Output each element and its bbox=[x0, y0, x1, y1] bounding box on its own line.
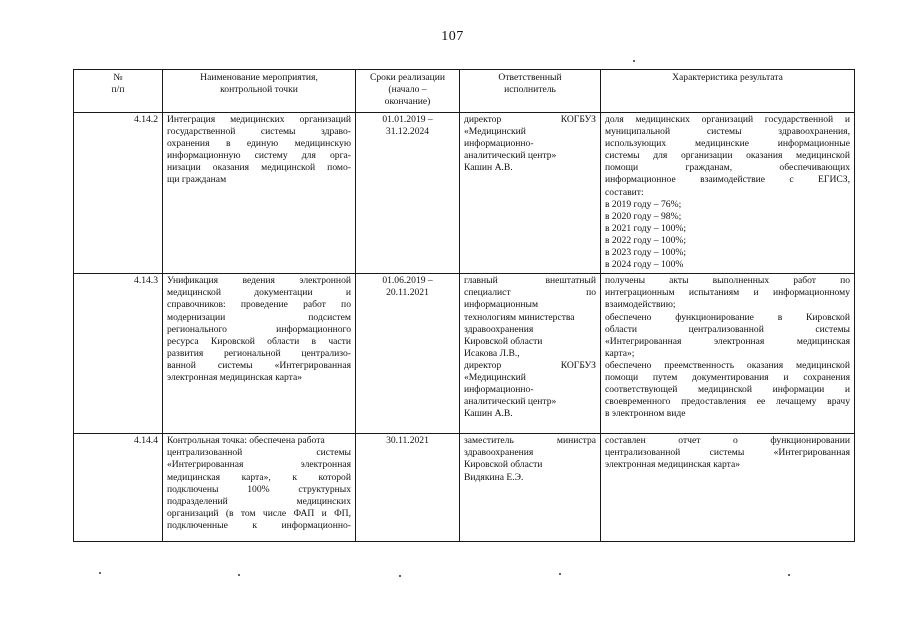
text-line: информационную систему для орга- bbox=[167, 150, 351, 162]
measures-table bbox=[73, 69, 855, 542]
text-line: доля медицинских организаций государственной и bbox=[605, 114, 850, 125]
text-line: своевременного предоставления ее лечащему врачу bbox=[605, 396, 850, 408]
responsible-person bbox=[460, 274, 601, 434]
text-line: интеграционным испытаниям и информационному bbox=[605, 287, 850, 299]
text-line: организаций (в том числе ФАП и ФП, bbox=[167, 507, 351, 519]
text-line: ванной системы «Интегрированная bbox=[167, 359, 351, 371]
text-line: № bbox=[113, 72, 123, 83]
text-line: взаимодействию; bbox=[605, 299, 676, 311]
responsible-person bbox=[460, 113, 601, 274]
text-line: Контрольная точка: обеспечена работа bbox=[167, 435, 325, 447]
text-line: Кашин А.В. bbox=[464, 162, 513, 174]
text-line: 20.11.2021 bbox=[386, 287, 429, 299]
page-number: 107 bbox=[441, 29, 464, 44]
text-line: здравоохранения bbox=[464, 447, 534, 459]
text-line: подразделений медицинских bbox=[167, 495, 351, 507]
text-line: 30.11.2021 bbox=[386, 435, 429, 447]
text-line: медицинская карта», к которой bbox=[167, 471, 351, 483]
text-line: системы для организации оказания медицинской bbox=[605, 150, 850, 162]
header-result bbox=[601, 70, 855, 113]
text-line: справочников: проведение работ по bbox=[167, 299, 351, 311]
text-line: директор КОГБУЗ bbox=[464, 114, 596, 125]
text-line: помощи гражданам, обеспечивающих bbox=[605, 162, 850, 174]
measure-dates bbox=[356, 434, 460, 542]
text-line: директор КОГБУЗ bbox=[464, 359, 596, 371]
text-line: регионального информационного bbox=[167, 323, 351, 335]
text-line: щи гражданам bbox=[167, 174, 227, 186]
measure-name bbox=[163, 434, 356, 542]
text-line: низации оказания медицинской помо- bbox=[167, 162, 351, 174]
responsible-person bbox=[460, 434, 601, 542]
text-line: получены акты выполненных работ по bbox=[605, 275, 850, 287]
text-line: «Медицинский bbox=[464, 126, 526, 138]
table-row bbox=[74, 434, 855, 542]
measure-name bbox=[163, 113, 356, 274]
text-line: специалист по bbox=[464, 287, 596, 299]
text-line: 01.01.2019 – bbox=[382, 114, 433, 125]
text-line: информационным bbox=[464, 299, 539, 311]
header-responsible bbox=[460, 70, 601, 113]
text-line: информационно- bbox=[464, 384, 534, 396]
text-line: подключены 100% структурных bbox=[167, 483, 351, 495]
text-line: государственной системы здраво- bbox=[167, 126, 351, 138]
row-number: 4.14.4 bbox=[74, 434, 163, 542]
text-line: «Интегрированная электронная bbox=[167, 459, 351, 471]
text-line: п/п bbox=[111, 84, 125, 96]
result-description bbox=[601, 274, 855, 434]
text-line: «Медицинский bbox=[464, 371, 526, 383]
text-line: соответствующей медицинской информации и bbox=[605, 384, 850, 396]
text-line: электронная медицинская карта» bbox=[167, 371, 303, 383]
result-description bbox=[601, 113, 855, 274]
text-line: ресурса Кировской области в части bbox=[167, 335, 351, 347]
text-line: обеспечено преемственность оказания медицинской bbox=[605, 359, 850, 371]
text-line: заместитель министра bbox=[464, 435, 596, 447]
text-line: Унификация ведения электронной bbox=[167, 275, 351, 287]
text-line: 01.06.2019 – bbox=[382, 275, 433, 287]
text-line: окончание) bbox=[384, 96, 431, 108]
text-line: информационно- bbox=[464, 138, 534, 150]
text-line: охранения в единую медицинскую bbox=[167, 138, 351, 150]
scan-speck bbox=[633, 60, 635, 62]
text-line: в 2021 году – 100%; bbox=[605, 222, 687, 234]
text-line: информационное взаимодействие с ЕГИСЗ, bbox=[605, 174, 850, 186]
scan-speck bbox=[559, 573, 561, 575]
text-line: в 2019 году – 76%; bbox=[605, 198, 682, 210]
text-line: электронная медицинская карта» bbox=[605, 459, 741, 471]
text-line: карта»; bbox=[605, 347, 635, 359]
header-measure-name bbox=[163, 70, 356, 113]
text-line: Видякина Е.Э. bbox=[464, 471, 524, 483]
header-number bbox=[74, 70, 163, 113]
text-line: аналитический центр» bbox=[464, 396, 557, 408]
text-line: в 2020 году – 98%; bbox=[605, 210, 682, 222]
text-line: подключенные к информационно- bbox=[167, 519, 351, 531]
text-line: Кашин А.В. bbox=[464, 408, 513, 420]
measure-dates bbox=[356, 274, 460, 434]
table-header-row bbox=[74, 70, 855, 113]
text-line: Ответственный bbox=[498, 72, 562, 83]
text-line: централизованной системы «Интегрированная bbox=[605, 447, 850, 459]
text-line: в 2023 году – 100%; bbox=[605, 247, 687, 259]
text-line: использующих медицинские информационные bbox=[605, 138, 850, 150]
scan-speck bbox=[788, 574, 790, 576]
text-line: главный внештатный bbox=[464, 275, 596, 287]
text-line: развития региональной централизо- bbox=[167, 347, 351, 359]
text-line: аналитический центр» bbox=[464, 150, 557, 162]
scan-speck bbox=[99, 572, 101, 574]
text-line: здравоохранения bbox=[464, 323, 534, 335]
text-line: в 2024 году – 100% bbox=[605, 259, 684, 271]
text-line: Кировской области bbox=[464, 459, 543, 471]
text-line: «Интегрированная электронная медицинская bbox=[605, 335, 850, 347]
text-line: контрольной точки bbox=[220, 84, 298, 96]
scan-speck bbox=[399, 575, 401, 577]
text-line: исполнитель bbox=[504, 84, 556, 96]
text-line: 31.12.2024 bbox=[385, 126, 430, 138]
text-line: Наименование мероприятия, bbox=[200, 72, 318, 83]
measure-dates bbox=[356, 113, 460, 274]
text-line: в электронном виде bbox=[605, 408, 686, 420]
text-line: Исакова Л.В., bbox=[464, 347, 520, 359]
text-line: Интеграция медицинских организаций bbox=[167, 114, 351, 125]
text-line: Характеристика результата bbox=[672, 72, 783, 83]
text-line: медицинской документации и bbox=[167, 287, 351, 299]
row-number: 4.14.2 bbox=[74, 113, 163, 274]
row-number: 4.14.3 bbox=[74, 274, 163, 434]
header-dates bbox=[356, 70, 460, 113]
text-line: составит: bbox=[605, 186, 644, 198]
text-line: составлен отчет о функционировании bbox=[605, 435, 850, 447]
text-line: муниципальной системы здравоохранения, bbox=[605, 126, 850, 138]
text-line: Кировской области bbox=[464, 335, 543, 347]
scan-speck bbox=[238, 574, 240, 576]
text-line: области централизованной системы bbox=[605, 323, 850, 335]
text-line: обеспечено функционирование в Кировской bbox=[605, 311, 850, 323]
result-description bbox=[601, 434, 855, 542]
text-line: (начало – bbox=[388, 84, 427, 96]
text-line: модернизации подсистем bbox=[167, 311, 351, 323]
text-line: технологиям министерства bbox=[464, 311, 575, 323]
text-line: централизованной системы bbox=[167, 447, 351, 459]
measure-name bbox=[163, 274, 356, 434]
text-line: Сроки реализации bbox=[369, 72, 446, 83]
table-row bbox=[74, 113, 855, 274]
table-row bbox=[74, 274, 855, 434]
text-line: в 2022 году – 100%; bbox=[605, 234, 687, 246]
text-line: помощи путем документирования и сохранения bbox=[605, 371, 850, 383]
